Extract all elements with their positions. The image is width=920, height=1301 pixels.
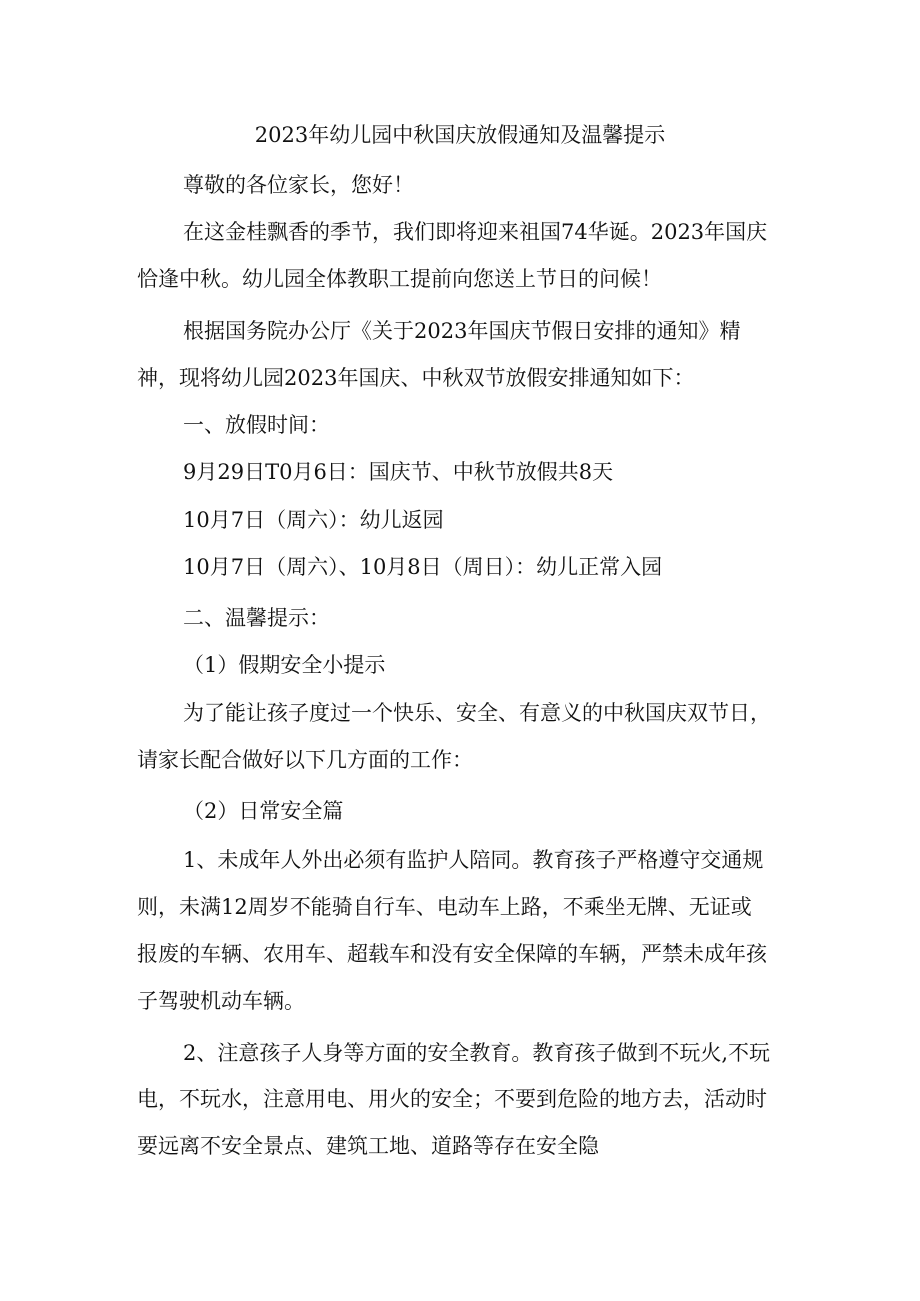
greeting: 尊敬的各位家长，您好！ — [183, 173, 414, 197]
safety-item-2-line-3: 要远离不安全景点、建筑工地、道路等存在安全隐 — [137, 1134, 599, 1158]
holiday-item-2: 10月7日（周六）：幼儿返园 — [183, 508, 444, 532]
safety-item-1-line-3: 报废的车辆、农用车、超载车和没有安全保障的车辆，严禁未成年孩 — [137, 942, 767, 966]
paragraph-1-line-2: 恰逢中秋。幼儿园全体教职工提前向您送上节日的问候！ — [137, 267, 662, 291]
subsection-1-heading: （1）假期安全小提示 — [183, 653, 386, 677]
paragraph-2-line-2: 神，现将幼儿园2023年国庆、中秋双节放假安排通知如下： — [137, 366, 695, 390]
subsection-1-line-1: 为了能让孩子度过一个快乐、安全、有意义的中秋国庆双节日， — [183, 701, 771, 725]
subsection-2-heading: （2）日常安全篇 — [183, 799, 344, 823]
safety-item-2-line-2: 电，不玩水，注意用电、用火的安全；不要到危险的地方去，活动时 — [137, 1087, 767, 1111]
section-2-heading: 二、温馨提示： — [183, 606, 330, 630]
safety-item-1-line-1: 1、未成年人外出必须有监护人陪同。教育孩子严格遵守交通规 — [183, 848, 764, 872]
safety-item-2-line-1: 2、注意孩子人身等方面的安全教育。教育孩子做到不玩火,不玩 — [183, 1041, 771, 1065]
section-1-heading: 一、放假时间： — [183, 413, 330, 437]
document-title: 2023年幼儿园中秋国庆放假通知及温馨提示 — [254, 123, 666, 147]
holiday-item-3: 10月7日（周六）、10月8日（周日）：幼儿正常入园 — [183, 555, 663, 579]
safety-item-1-line-2: 则，未满12周岁不能骑自行车、电动车上路，不乘坐无牌、无证或 — [137, 895, 752, 919]
paragraph-1-line-1: 在这金桂飘香的季节，我们即将迎来祖国74华诞。2023年国庆 — [183, 220, 768, 244]
paragraph-2-line-1: 根据国务院办公厅《关于2023年国庆节假日安排的通知》精 — [183, 319, 741, 343]
subsection-1-line-2: 请家长配合做好以下几方面的工作： — [137, 748, 473, 772]
holiday-item-1: 9月29日T0月6日：国庆节、中秋节放假共8天 — [183, 460, 614, 484]
safety-item-1-line-4: 子驾驶机动车辆。 — [137, 989, 305, 1013]
